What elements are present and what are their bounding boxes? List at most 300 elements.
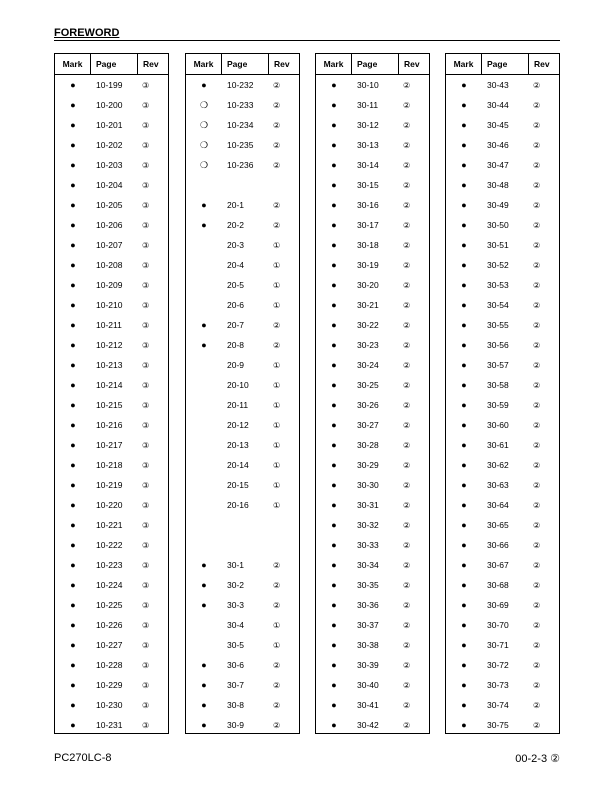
rev-cell: ②: [533, 320, 541, 330]
rev-cell: ②: [533, 440, 541, 450]
mark-cell: ●: [461, 120, 467, 130]
mark-cell: ●: [461, 280, 467, 290]
rev-cell: ②: [273, 140, 281, 150]
table-row: [186, 215, 299, 235]
mark-cell: ●: [461, 180, 467, 190]
page-cell: 30-71: [487, 640, 509, 650]
table-row: [186, 135, 299, 155]
rev-cell: ②: [403, 440, 411, 450]
rev-cell: ②: [273, 660, 281, 670]
table-row: [316, 675, 429, 695]
rev-cell: ③: [142, 560, 150, 570]
page-cell: 10-202: [96, 140, 123, 150]
table-row: [446, 575, 559, 595]
page-cell: 10-235: [227, 140, 254, 150]
rev-cell: ②: [533, 380, 541, 390]
page-cell: 30-17: [357, 220, 379, 230]
rev-cell: ②: [533, 220, 541, 230]
page-cell: 10-219: [96, 480, 123, 490]
table-row: [446, 355, 559, 375]
rev-cell: ③: [142, 400, 150, 410]
page-cell: 30-30: [357, 480, 379, 490]
mark-cell: ●: [70, 640, 76, 650]
rev-cell: ①: [273, 420, 281, 430]
rev-cell: ③: [142, 620, 150, 630]
rev-cell: ②: [533, 240, 541, 250]
mark-cell: ●: [331, 440, 337, 450]
mark-cell: ●: [201, 560, 207, 570]
mark-cell: ●: [461, 240, 467, 250]
mark-cell: ●: [70, 120, 76, 130]
mark-cell: ●: [70, 660, 76, 670]
mark-cell: ●: [70, 600, 76, 610]
page-cell: 10-200: [96, 100, 123, 110]
page-cell: 10-223: [96, 560, 123, 570]
rev-cell: ②: [403, 680, 411, 690]
table-row: [55, 255, 168, 275]
page-cell: 10-227: [96, 640, 123, 650]
mark-cell: ●: [461, 160, 467, 170]
table-row: [446, 375, 559, 395]
rev-cell: ②: [273, 220, 281, 230]
page-cell: 30-67: [487, 560, 509, 570]
footer-page-number: 00-2-3 ②: [515, 753, 560, 765]
rev-cell: ②: [533, 200, 541, 210]
page-cell: 10-232: [227, 80, 254, 90]
page-cell: 10-218: [96, 460, 123, 470]
mark-cell: ●: [70, 420, 76, 430]
rev-cell: ②: [403, 520, 411, 530]
table-row: [446, 235, 559, 255]
page-cell: 10-205: [96, 200, 123, 210]
page-title: FOREWORD: [54, 27, 120, 39]
page-cell: 10-216: [96, 420, 123, 430]
table-row: [55, 535, 168, 555]
rev-cell: ②: [533, 640, 541, 650]
rev-header: Rev: [534, 59, 550, 69]
table-row: [55, 155, 168, 175]
page-cell: 30-59: [487, 400, 509, 410]
page-cell: 10-203: [96, 160, 123, 170]
rev-cell: ③: [142, 580, 150, 590]
page-cell: 10-210: [96, 300, 123, 310]
table-row: [446, 215, 559, 235]
rev-cell: ②: [273, 160, 281, 170]
page-header-cell: Page: [352, 54, 399, 74]
rev-cell: ②: [403, 580, 411, 590]
table-row: [186, 235, 299, 255]
rev-cell: ①: [273, 240, 281, 250]
rev-cell: ②: [403, 540, 411, 550]
rev-cell: ②: [403, 420, 411, 430]
rev-cell: ②: [403, 460, 411, 470]
rev-cell: ①: [273, 620, 281, 630]
mark-cell: ●: [201, 720, 207, 730]
table-row: [186, 375, 299, 395]
column-header: [446, 54, 559, 75]
rev-cell: ③: [142, 520, 150, 530]
table-row: [55, 275, 168, 295]
page-cell: 30-8: [227, 700, 245, 710]
table-row: [316, 255, 429, 275]
rev-cell: ②: [533, 680, 541, 690]
rev-cell: ②: [533, 360, 541, 370]
rev-cell: ③: [142, 340, 150, 350]
rev-cell: ②: [273, 80, 281, 90]
mark-cell: ●: [70, 260, 76, 270]
rev-cell: ②: [273, 580, 281, 590]
page-cell: 30-72: [487, 660, 509, 670]
rev-cell: ②: [273, 340, 281, 350]
page-cell: 30-64: [487, 500, 509, 510]
rev-cell: ②: [533, 580, 541, 590]
table-row: [55, 215, 168, 235]
rev-cell: ②: [533, 180, 541, 190]
table-row: [316, 315, 429, 335]
table-row: [55, 355, 168, 375]
table-row: [186, 75, 299, 95]
mark-cell: ●: [331, 700, 337, 710]
mark-cell: ●: [461, 600, 467, 610]
page-cell: 30-32: [357, 520, 379, 530]
page-cell: 10-233: [227, 100, 254, 110]
rev-cell: ②: [533, 400, 541, 410]
rev-cell: ②: [533, 460, 541, 470]
rev-cell: ②: [403, 500, 411, 510]
page-cell: 10-212: [96, 340, 123, 350]
rev-cell: ②: [533, 80, 541, 90]
mark-cell: ●: [461, 420, 467, 430]
rev-cell: ②: [533, 260, 541, 270]
mark-cell: ●: [331, 420, 337, 430]
table-row: [316, 575, 429, 595]
column-header: [55, 54, 168, 75]
mark-cell: ●: [331, 120, 337, 130]
page-cell: 30-66: [487, 540, 509, 550]
mark-cell: ❍: [199, 119, 209, 130]
rev-cell: ①: [273, 300, 281, 310]
rev-cell: ②: [403, 720, 411, 730]
table-row: [55, 595, 168, 615]
page-cell: 10-222: [96, 540, 123, 550]
table-row: [316, 235, 429, 255]
mark-cell: ●: [461, 220, 467, 230]
page-cell: 30-24: [357, 360, 379, 370]
revision-column-1: [54, 53, 169, 734]
rev-cell: ②: [403, 400, 411, 410]
page-cell: 30-1: [227, 560, 245, 570]
mark-cell: ●: [70, 140, 76, 150]
page-cell: 10-221: [96, 520, 123, 530]
mark-cell: ●: [331, 140, 337, 150]
table-row: [55, 695, 168, 715]
table-row: [316, 115, 429, 135]
page-cell: 10-206: [96, 220, 123, 230]
mark-cell: ●: [70, 340, 76, 350]
page-cell: 30-74: [487, 700, 509, 710]
mark-header: Mark: [316, 54, 352, 74]
mark-cell: ●: [461, 100, 467, 110]
table-row: [446, 295, 559, 315]
table-row: [446, 715, 559, 735]
table-row: [316, 195, 429, 215]
page-cell: 30-56: [487, 340, 509, 350]
table-row: [55, 95, 168, 115]
rev-cell: ③: [142, 220, 150, 230]
page-cell: 10-230: [96, 700, 123, 710]
rev-cell: ②: [533, 720, 541, 730]
rev-cell: ②: [403, 80, 411, 90]
table-row: [316, 475, 429, 495]
table-row: [446, 135, 559, 155]
table-row: [55, 415, 168, 435]
rev-cell: ②: [273, 120, 281, 130]
rev-cell: ②: [273, 720, 281, 730]
rev-cell: ②: [273, 100, 281, 110]
page-cell: 10-224: [96, 580, 123, 590]
mark-cell: ●: [331, 240, 337, 250]
table-row: [446, 655, 559, 675]
table-row: [446, 315, 559, 335]
mark-cell: ●: [331, 500, 337, 510]
page-cell: 30-28: [357, 440, 379, 450]
table-row: [446, 555, 559, 575]
page-header-cell: Page: [482, 54, 529, 74]
page-cell: 30-51: [487, 240, 509, 250]
mark-cell: ●: [201, 340, 207, 350]
table-row: [55, 175, 168, 195]
rev-cell: ①: [273, 380, 281, 390]
page-cell: 10-209: [96, 280, 123, 290]
mark-cell: ●: [331, 540, 337, 550]
page-cell: 20-4: [227, 260, 245, 270]
rev-cell: ②: [403, 140, 411, 150]
table-row: [316, 655, 429, 675]
page-cell: 20-2: [227, 220, 245, 230]
page-cell: 30-46: [487, 140, 509, 150]
rev-cell: ②: [403, 380, 411, 390]
table-row: [316, 215, 429, 235]
table-row: [55, 115, 168, 135]
table-row: [55, 635, 168, 655]
page-cell: 30-34: [357, 560, 379, 570]
page-cell: 30-69: [487, 600, 509, 610]
table-row: [316, 395, 429, 415]
table-row: [186, 115, 299, 135]
mark-cell: ●: [70, 720, 76, 730]
rev-cell: ③: [142, 660, 150, 670]
table-row: [316, 615, 429, 635]
rev-cell: ②: [403, 100, 411, 110]
mark-cell: ●: [70, 440, 76, 450]
rev-cell: ①: [273, 360, 281, 370]
table-row: [446, 195, 559, 215]
mark-cell: ●: [331, 200, 337, 210]
mark-cell: ●: [201, 700, 207, 710]
page-cell: 10-226: [96, 620, 123, 630]
rev-cell: ③: [142, 320, 150, 330]
rev-cell: ②: [403, 160, 411, 170]
mark-cell: ●: [201, 600, 207, 610]
table-row: [316, 435, 429, 455]
rev-cell: ②: [403, 180, 411, 190]
page-cell: 30-36: [357, 600, 379, 610]
table-row: [186, 275, 299, 295]
rev-cell: ③: [142, 120, 150, 130]
rev-cell: ③: [142, 540, 150, 550]
rev-cell: ②: [533, 300, 541, 310]
page-cell: 30-65: [487, 520, 509, 530]
table-row: [446, 495, 559, 515]
page-cell: 20-8: [227, 340, 245, 350]
page-cell: 30-10: [357, 80, 379, 90]
mark-cell: ●: [331, 180, 337, 190]
table-row: [316, 135, 429, 155]
page-cell: 30-20: [357, 280, 379, 290]
table-row: [186, 395, 299, 415]
table-row: [316, 515, 429, 535]
rev-cell: ③: [142, 700, 150, 710]
page-cell: 30-41: [357, 700, 379, 710]
mark-cell: ●: [70, 520, 76, 530]
table-row: [316, 75, 429, 95]
mark-cell: ●: [461, 400, 467, 410]
table-row: [446, 395, 559, 415]
page-cell: 30-19: [357, 260, 379, 270]
mark-header: Mark: [55, 54, 91, 74]
table-row: [446, 595, 559, 615]
table-row: [186, 495, 299, 515]
mark-cell: ●: [201, 580, 207, 590]
mark-cell: ●: [331, 720, 337, 730]
table-row: [55, 655, 168, 675]
rev-cell: ①: [273, 440, 281, 450]
page-cell: 30-38: [357, 640, 379, 650]
table-row: [55, 315, 168, 335]
mark-cell: ●: [70, 300, 76, 310]
page-header: [54, 27, 560, 41]
table-row: [186, 155, 299, 175]
rev-cell: ③: [142, 160, 150, 170]
page-cell: 30-63: [487, 480, 509, 490]
page-cell: 30-5: [227, 640, 245, 650]
rev-cell: ②: [403, 480, 411, 490]
page-cell: 30-21: [357, 300, 379, 310]
mark-cell: ●: [331, 100, 337, 110]
page-cell: 30-68: [487, 580, 509, 590]
page-cell: 10-225: [96, 600, 123, 610]
mark-cell: ●: [70, 220, 76, 230]
page-cell: 30-52: [487, 260, 509, 270]
page-cell: 30-26: [357, 400, 379, 410]
table-row: [316, 595, 429, 615]
rev-cell: ③: [142, 460, 150, 470]
rev-cell: ②: [533, 340, 541, 350]
mark-cell: ●: [461, 660, 467, 670]
page-cell: 30-53: [487, 280, 509, 290]
table-row: [186, 655, 299, 675]
table-row: [316, 155, 429, 175]
table-row: [446, 255, 559, 275]
table-row: [55, 515, 168, 535]
mark-cell: ●: [70, 680, 76, 690]
table-row: [55, 295, 168, 315]
mark-cell: ●: [331, 80, 337, 90]
rev-cell: ②: [273, 680, 281, 690]
mark-cell: ●: [461, 140, 467, 150]
table-row: [186, 315, 299, 335]
table-row: [186, 475, 299, 495]
page-cell: 30-43: [487, 80, 509, 90]
table-row: [186, 295, 299, 315]
page-cell: 30-25: [357, 380, 379, 390]
table-row: [446, 475, 559, 495]
table-row: [446, 635, 559, 655]
mark-cell: ●: [70, 700, 76, 710]
rev-cell: ②: [403, 360, 411, 370]
table-row: [55, 555, 168, 575]
table-row: [186, 435, 299, 455]
mark-cell: ●: [461, 440, 467, 450]
mark-cell: ●: [70, 80, 76, 90]
rev-cell: ①: [273, 260, 281, 270]
table-row: [316, 495, 429, 515]
table-row: [186, 595, 299, 615]
mark-cell: ●: [461, 680, 467, 690]
table-row: [316, 335, 429, 355]
mark-cell: ●: [331, 580, 337, 590]
mark-cell: ●: [331, 660, 337, 670]
table-row: [316, 635, 429, 655]
rev-cell: ③: [142, 80, 150, 90]
table-row: [186, 535, 299, 555]
mark-cell: ●: [70, 360, 76, 370]
rev-cell: ③: [142, 480, 150, 490]
page-cell: 30-47: [487, 160, 509, 170]
rev-cell: ②: [273, 320, 281, 330]
page-cell: 10-229: [96, 680, 123, 690]
rev-cell: ③: [142, 200, 150, 210]
rev-cell: ③: [142, 680, 150, 690]
page-cell: 20-1: [227, 200, 245, 210]
rev-cell: ③: [142, 640, 150, 650]
page-cell: 30-75: [487, 720, 509, 730]
rev-cell: ②: [403, 300, 411, 310]
table-row: [186, 255, 299, 275]
page-cell: 10-204: [96, 180, 123, 190]
table-row: [446, 155, 559, 175]
rev-cell: ②: [403, 200, 411, 210]
rev-cell: ①: [273, 460, 281, 470]
mark-cell: ●: [461, 260, 467, 270]
mark-cell: ●: [331, 160, 337, 170]
page-cell: 30-62: [487, 460, 509, 470]
table-row: [446, 435, 559, 455]
table-row: [446, 515, 559, 535]
table-row: [186, 175, 299, 195]
rev-cell: ①: [273, 280, 281, 290]
page-cell: 20-16: [227, 500, 249, 510]
page-cell: 30-12: [357, 120, 379, 130]
page-cell: 10-231: [96, 720, 123, 730]
rev-cell: ③: [142, 600, 150, 610]
mark-cell: ●: [70, 100, 76, 110]
page-cell: 10-214: [96, 380, 123, 390]
page-cell: 20-5: [227, 280, 245, 290]
mark-cell: ●: [331, 560, 337, 570]
page-cell: 30-48: [487, 180, 509, 190]
table-row: [55, 75, 168, 95]
